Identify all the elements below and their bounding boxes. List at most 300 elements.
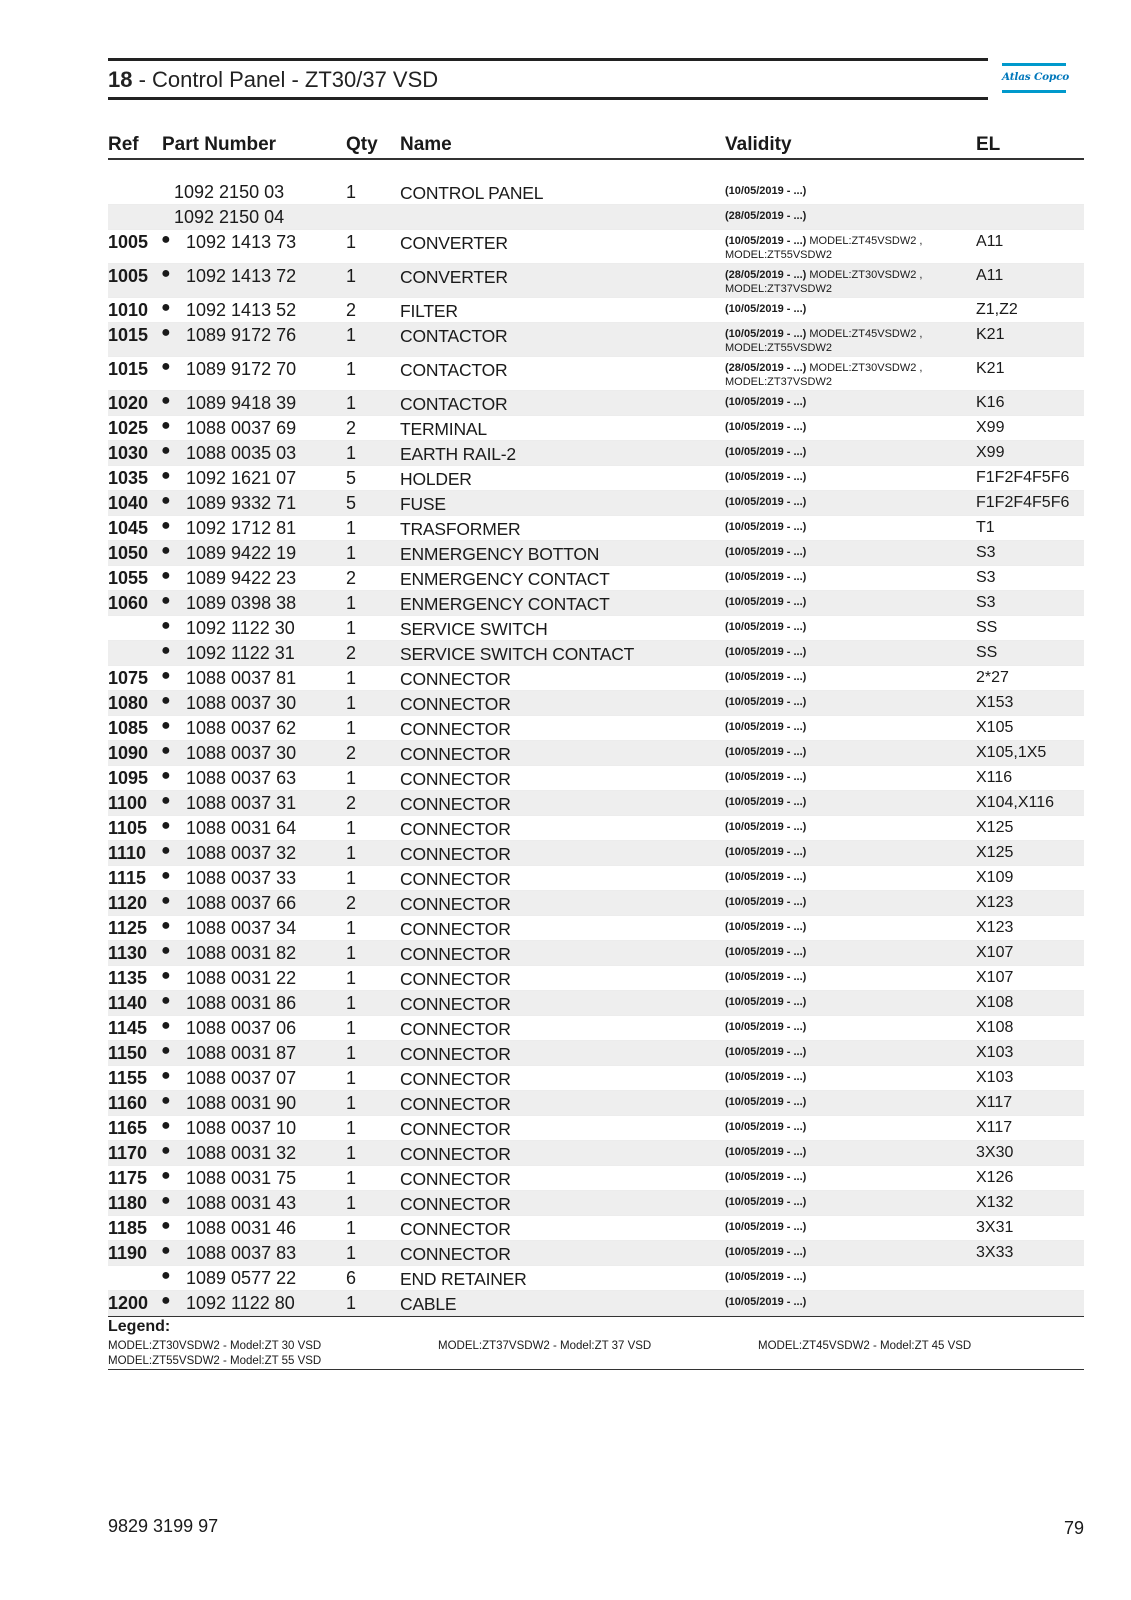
validity-cell (725, 395, 945, 409)
table-row (108, 766, 1084, 791)
ref-cell: 1135 (108, 968, 148, 988)
ref-cell: 1170 (108, 1143, 148, 1163)
section-number: 18 (108, 67, 133, 92)
table-row (108, 466, 1084, 491)
validity-date: (10/05/2019 - ...) (725, 1296, 807, 1308)
bullet-icon: ● (161, 517, 171, 534)
ref-cell: 1040 (108, 493, 149, 513)
bullet-icon: ● (161, 967, 171, 984)
name-cell: ENMERGENCY CONTACT (400, 569, 610, 589)
validity-cell (725, 1270, 945, 1284)
part-number-cell: 1089 0398 38 (186, 593, 297, 613)
el-cell: T1 (976, 519, 995, 536)
table-row (108, 941, 1084, 966)
bullet-icon: ● (161, 742, 171, 759)
validity-date: (10/05/2019 - ...) (725, 621, 807, 633)
validity-cell (725, 1095, 945, 1109)
part-number-cell: 1092 1712 81 (186, 518, 297, 538)
part-number-cell: 1088 0037 31 (186, 793, 297, 813)
name-cell: CONNECTOR (400, 694, 511, 714)
part-number-cell: 1088 0031 90 (186, 1093, 297, 1113)
validity-cell (725, 595, 945, 609)
ref-cell: 1015 (108, 325, 149, 345)
table-row (108, 1241, 1084, 1266)
name-cell: ENMERGENCY BOTTON (400, 544, 600, 564)
name-cell: CONNECTOR (400, 669, 511, 689)
ref-cell: 1175 (108, 1168, 148, 1188)
el-cell: X107 (976, 944, 1014, 961)
el-cell: K16 (976, 394, 1005, 411)
bullet-icon: ● (161, 1292, 171, 1309)
qty-cell: 2 (346, 568, 357, 588)
name-cell: CONNECTOR (400, 1244, 511, 1264)
name-cell: CONNECTOR (400, 869, 511, 889)
validity-cell (725, 820, 945, 834)
validity-date: (10/05/2019 - ...) (725, 771, 807, 783)
part-number-cell: 1092 2150 03 (174, 182, 285, 202)
qty-cell: 1 (346, 266, 357, 286)
validity-date: (10/05/2019 - ...) (725, 521, 807, 533)
table-row (108, 1016, 1084, 1041)
el-cell: 2*27 (976, 669, 1009, 686)
bullet-icon: ● (161, 299, 171, 316)
validity-cell (725, 920, 945, 934)
table-row (108, 1166, 1084, 1191)
part-number-cell: 1089 9418 39 (186, 393, 297, 413)
part-number-cell: 1088 0031 75 (186, 1168, 297, 1188)
name-cell: CONNECTOR (400, 919, 511, 939)
validity-models: MODEL:ZT30VSDW2 , MODEL:ZT37VSDW2 (725, 269, 923, 295)
name-cell: CONVERTER (400, 267, 508, 287)
qty-cell: 1 (346, 325, 357, 345)
validity-date: (10/05/2019 - ...) (725, 696, 807, 708)
part-number-cell: 1092 1413 73 (186, 232, 297, 252)
validity-cell (725, 645, 945, 659)
table-row (108, 916, 1084, 941)
part-number-cell: 1089 9332 71 (186, 493, 297, 513)
el-cell: F1F2F4F5F6 (976, 494, 1070, 511)
qty-cell: 1 (346, 768, 357, 788)
ref-cell: 1005 (108, 266, 149, 286)
table-row (108, 1266, 1084, 1291)
table-row (108, 205, 1084, 230)
validity-cell (725, 895, 945, 909)
name-cell: CONNECTOR (400, 1144, 511, 1164)
bullet-icon: ● (161, 767, 171, 784)
bullet-icon: ● (161, 817, 171, 834)
bullet-icon: ● (161, 642, 171, 659)
part-number-cell: 1088 0035 03 (186, 443, 297, 463)
qty-cell: 1 (346, 1093, 357, 1113)
validity-cell (725, 1045, 945, 1059)
part-number-cell: 1092 1122 31 (186, 643, 295, 663)
table-row (108, 357, 1084, 391)
el-cell: SS (976, 619, 998, 636)
qty-cell: 1 (346, 1293, 357, 1313)
ref-cell: 1045 (108, 518, 149, 538)
validity-cell (725, 745, 945, 759)
el-cell: X132 (976, 1194, 1014, 1211)
ref-cell: 1130 (108, 943, 148, 963)
ref-cell: 1085 (108, 718, 149, 738)
name-cell: CONNECTOR (400, 719, 511, 739)
validity-cell (725, 1170, 945, 1184)
validity-date: (10/05/2019 - ...) (725, 1146, 807, 1158)
qty-cell: 1 (346, 1168, 357, 1188)
el-cell: K21 (976, 326, 1005, 343)
table-row (108, 1191, 1084, 1216)
ref-cell: 1020 (108, 393, 149, 413)
name-cell: CONNECTOR (400, 944, 511, 964)
validity-date: (10/05/2019 - ...) (725, 746, 807, 758)
col-qty: Qty (346, 134, 378, 155)
qty-cell: 2 (346, 793, 357, 813)
qty-cell: 1 (346, 518, 357, 538)
validity-cell (725, 1245, 945, 1259)
el-cell: X123 (976, 894, 1014, 911)
name-cell: CONVERTER (400, 233, 508, 253)
ref-cell: 1180 (108, 1193, 148, 1213)
bullet-icon: ● (161, 1092, 171, 1109)
el-cell: SS (976, 644, 998, 661)
bullet-icon: ● (161, 1192, 171, 1209)
validity-date: (10/05/2019 - ...) (725, 846, 807, 858)
name-cell: CONTACTOR (400, 326, 508, 346)
page-number: 79 (1063, 1518, 1084, 1538)
table-row (108, 791, 1084, 816)
bullet-icon: ● (161, 417, 171, 434)
logo-text: Atlas Copco (1002, 71, 1070, 83)
bullet-icon: ● (161, 792, 171, 809)
name-cell: CONNECTOR (400, 994, 511, 1014)
validity-cell (725, 209, 945, 223)
ref-cell: 1075 (108, 668, 149, 688)
ref-cell: 1105 (108, 818, 148, 838)
validity-date: (10/05/2019 - ...) (725, 421, 807, 433)
page-header (108, 58, 988, 100)
validity-date: (10/05/2019 - ...) (725, 996, 807, 1008)
table-row (108, 1291, 1084, 1316)
validity-date: (28/05/2019 - ...) (725, 269, 807, 281)
part-number-cell: 1088 0037 81 (186, 668, 297, 688)
ref-cell: 1165 (108, 1118, 148, 1138)
validity-date: (10/05/2019 - ...) (725, 446, 807, 458)
table-row (108, 641, 1084, 666)
legend-item: MODEL:ZT37VSDW2 - Model:ZT 37 VSD (438, 1340, 652, 1352)
table-row (108, 866, 1084, 891)
validity-date: (10/05/2019 - ...) (725, 721, 807, 733)
name-cell: TERMINAL (400, 419, 487, 439)
validity-date: (10/05/2019 - ...) (725, 1271, 807, 1283)
bullet-icon: ● (161, 492, 171, 509)
el-cell: X126 (976, 1169, 1014, 1186)
part-number-cell: 1088 0031 64 (186, 818, 297, 838)
qty-cell: 1 (346, 593, 357, 613)
table-row (108, 1066, 1084, 1091)
part-number-cell: 1088 0031 32 (186, 1143, 297, 1163)
bullet-icon: ● (161, 917, 171, 934)
part-number-cell: 1089 9172 76 (186, 325, 297, 345)
validity-cell (725, 184, 945, 198)
ref-cell: 1200 (108, 1293, 149, 1313)
table-row (108, 616, 1084, 641)
validity-date: (10/05/2019 - ...) (725, 471, 807, 483)
el-cell: X99 (976, 444, 1005, 461)
table-row (108, 566, 1084, 591)
ref-cell: 1140 (108, 993, 148, 1013)
qty-cell: 6 (346, 1268, 357, 1288)
ref-cell: 1110 (108, 843, 147, 863)
el-cell: X108 (976, 1019, 1014, 1036)
ref-cell: 1185 (108, 1218, 148, 1238)
part-number-cell: 1092 1122 30 (186, 618, 295, 638)
name-cell: CONNECTOR (400, 1094, 511, 1114)
validity-date: (10/05/2019 - ...) (725, 1121, 807, 1133)
qty-cell: 1 (346, 618, 357, 638)
legend (108, 1316, 1084, 1370)
part-number-cell: 1088 0037 83 (186, 1243, 297, 1263)
el-cell: X117 (976, 1094, 1013, 1111)
table-row (108, 591, 1084, 616)
name-cell: CONNECTOR (400, 1219, 511, 1239)
validity-date: (10/05/2019 - ...) (725, 646, 807, 658)
validity-cell (725, 970, 945, 984)
name-cell: TRASFORMER (400, 519, 521, 539)
validity-date: (10/05/2019 - ...) (725, 1096, 807, 1108)
qty-cell: 2 (346, 643, 357, 663)
part-number-cell: 1088 0031 43 (186, 1193, 297, 1213)
validity-date: (10/05/2019 - ...) (725, 1196, 807, 1208)
validity-date: (10/05/2019 - ...) (725, 1221, 807, 1233)
name-cell: HOLDER (400, 469, 472, 489)
part-number-cell: 1088 0031 86 (186, 993, 297, 1013)
validity-date: (28/05/2019 - ...) (725, 210, 807, 222)
ref-cell: 1145 (108, 1018, 148, 1038)
el-cell: X105,1X5 (976, 744, 1047, 761)
bullet-icon: ● (161, 717, 171, 734)
bullet-icon: ● (161, 692, 171, 709)
name-cell: CONNECTOR (400, 1044, 511, 1064)
validity-cell (725, 870, 945, 884)
el-cell: 3X31 (976, 1219, 1014, 1236)
bullet-icon: ● (161, 992, 171, 1009)
ref-cell: 1050 (108, 543, 149, 563)
el-cell: X117 (976, 1119, 1013, 1136)
el-cell: X105 (976, 719, 1014, 736)
col-ref: Ref (108, 134, 139, 155)
table-row (108, 966, 1084, 991)
table-row (108, 230, 1084, 264)
part-number-cell: 1088 0037 69 (186, 418, 297, 438)
name-cell: SERVICE SWITCH CONTACT (400, 644, 635, 664)
name-cell: CONNECTOR (400, 1169, 511, 1189)
validity-models: MODEL:ZT45VSDW2 , MODEL:ZT55VSDW2 (725, 235, 923, 261)
part-number-cell: 1088 0037 32 (186, 843, 297, 863)
col-validity: Validity (725, 134, 792, 155)
part-number-cell: 1088 0037 34 (186, 918, 297, 938)
validity-date: (10/05/2019 - ...) (725, 571, 807, 583)
validity-date: (10/05/2019 - ...) (725, 328, 807, 340)
validity-cell (725, 670, 945, 684)
part-number-cell: 1088 0037 10 (186, 1118, 297, 1138)
qty-cell: 2 (346, 300, 357, 320)
part-number-cell: 1092 2150 04 (174, 207, 285, 227)
table-row (108, 991, 1084, 1016)
qty-cell: 1 (346, 1018, 357, 1038)
table-row (108, 298, 1084, 323)
table-row (108, 516, 1084, 541)
table-row (108, 1141, 1084, 1166)
validity-date: (10/05/2019 - ...) (725, 796, 807, 808)
part-number-cell: 1088 0037 63 (186, 768, 297, 788)
bullet-icon: ● (161, 1267, 171, 1284)
bullet-icon: ● (161, 1217, 171, 1234)
name-cell: CONTACTOR (400, 394, 508, 414)
table-row (108, 416, 1084, 441)
bullet-icon: ● (161, 467, 171, 484)
name-cell: FUSE (400, 494, 446, 514)
el-cell: 3X33 (976, 1244, 1014, 1261)
el-cell: S3 (976, 544, 996, 561)
validity-date: (10/05/2019 - ...) (725, 671, 807, 683)
legend-title: Legend: (108, 1318, 171, 1335)
table-row (108, 391, 1084, 416)
bullet-icon: ● (161, 231, 171, 248)
table-row (108, 180, 1084, 205)
ref-cell: 1155 (108, 1068, 148, 1088)
bullet-icon: ● (161, 867, 171, 884)
name-cell: CONTACTOR (400, 360, 508, 380)
name-cell: CONNECTOR (400, 894, 511, 914)
validity-cell (725, 327, 945, 355)
name-cell: CONNECTOR (400, 844, 511, 864)
el-cell: K21 (976, 360, 1005, 377)
validity-date: (10/05/2019 - ...) (725, 1171, 807, 1183)
parts-table (108, 180, 1084, 1316)
validity-date: (10/05/2019 - ...) (725, 946, 807, 958)
el-cell: S3 (976, 569, 996, 586)
validity-date: (10/05/2019 - ...) (725, 546, 807, 558)
el-cell: 3X30 (976, 1144, 1014, 1161)
validity-cell (725, 1145, 945, 1159)
ref-cell: 1115 (108, 868, 147, 888)
validity-date: (10/05/2019 - ...) (725, 1046, 807, 1058)
ref-cell: 1120 (108, 893, 148, 913)
validity-models: MODEL:ZT30VSDW2 , MODEL:ZT37VSDW2 (725, 362, 923, 388)
table-row (108, 691, 1084, 716)
table-row (108, 441, 1084, 466)
name-cell: END RETAINER (400, 1269, 527, 1289)
qty-cell: 1 (346, 843, 357, 863)
ref-cell: 1080 (108, 693, 149, 713)
validity-cell (725, 1295, 945, 1309)
validity-cell (725, 520, 945, 534)
ref-cell: 1030 (108, 443, 149, 463)
qty-cell: 1 (346, 443, 357, 463)
validity-cell (725, 234, 945, 262)
validity-date: (10/05/2019 - ...) (725, 596, 807, 608)
ref-cell: 1160 (108, 1093, 148, 1113)
document-number: 9829 3199 97 (108, 1516, 219, 1536)
qty-cell: 1 (346, 968, 357, 988)
validity-cell (725, 770, 945, 784)
validity-date: (10/05/2019 - ...) (725, 971, 807, 983)
name-cell: CONNECTOR (400, 969, 511, 989)
name-cell: CONNECTOR (400, 1119, 511, 1139)
ref-cell: 1015 (108, 359, 149, 379)
name-cell: CABLE (400, 1294, 457, 1314)
table-header (108, 131, 1084, 160)
validity-cell (725, 845, 945, 859)
bullet-icon: ● (161, 1017, 171, 1034)
bullet-icon: ● (161, 842, 171, 859)
validity-cell (725, 268, 945, 296)
el-cell: S3 (976, 594, 996, 611)
table-row (108, 1041, 1084, 1066)
bullet-icon: ● (161, 667, 171, 684)
validity-cell (725, 1120, 945, 1134)
ref-cell: 1090 (108, 743, 149, 763)
table-row (108, 1216, 1084, 1241)
validity-date: (10/05/2019 - ...) (725, 896, 807, 908)
name-cell: CONNECTOR (400, 1019, 511, 1039)
table-row (108, 841, 1084, 866)
validity-cell (725, 420, 945, 434)
validity-cell (725, 361, 945, 389)
table-row (108, 666, 1084, 691)
validity-cell (725, 545, 945, 559)
el-cell: X153 (976, 694, 1014, 711)
ref-cell: 1125 (108, 918, 148, 938)
part-number-cell: 1088 0031 46 (186, 1218, 297, 1238)
validity-cell (725, 795, 945, 809)
el-cell: A11 (976, 267, 1004, 284)
validity-cell (725, 695, 945, 709)
name-cell: CONNECTOR (400, 1069, 511, 1089)
validity-cell (725, 620, 945, 634)
validity-cell (725, 1220, 945, 1234)
table-row (108, 264, 1084, 298)
el-cell: X108 (976, 994, 1014, 1011)
validity-cell (725, 1020, 945, 1034)
atlas-copco-logo (1002, 63, 1070, 95)
table-row (108, 891, 1084, 916)
page-title (108, 67, 438, 93)
el-cell: F1F2F4F5F6 (976, 469, 1070, 486)
el-cell: A11 (976, 233, 1004, 250)
bullet-icon: ● (161, 1242, 171, 1259)
el-cell: X125 (976, 819, 1014, 836)
col-name: Name (400, 134, 452, 155)
table-row (108, 716, 1084, 741)
validity-date: (10/05/2019 - ...) (725, 821, 807, 833)
table-row (108, 816, 1084, 841)
table-row (108, 1091, 1084, 1116)
validity-cell (725, 570, 945, 584)
qty-cell: 5 (346, 468, 357, 488)
part-number-cell: 1092 1413 52 (186, 300, 297, 320)
part-number-cell: 1088 0037 66 (186, 893, 297, 913)
el-cell: X103 (976, 1044, 1014, 1061)
ref-cell: 1055 (108, 568, 149, 588)
validity-cell (725, 495, 945, 509)
part-number-cell: 1092 1413 72 (186, 266, 297, 286)
validity-cell (725, 1195, 945, 1209)
validity-cell (725, 995, 945, 1009)
qty-cell: 1 (346, 232, 357, 252)
qty-cell: 1 (346, 1068, 357, 1088)
legend-item: MODEL:ZT30VSDW2 - Model:ZT 30 VSD (108, 1340, 322, 1352)
